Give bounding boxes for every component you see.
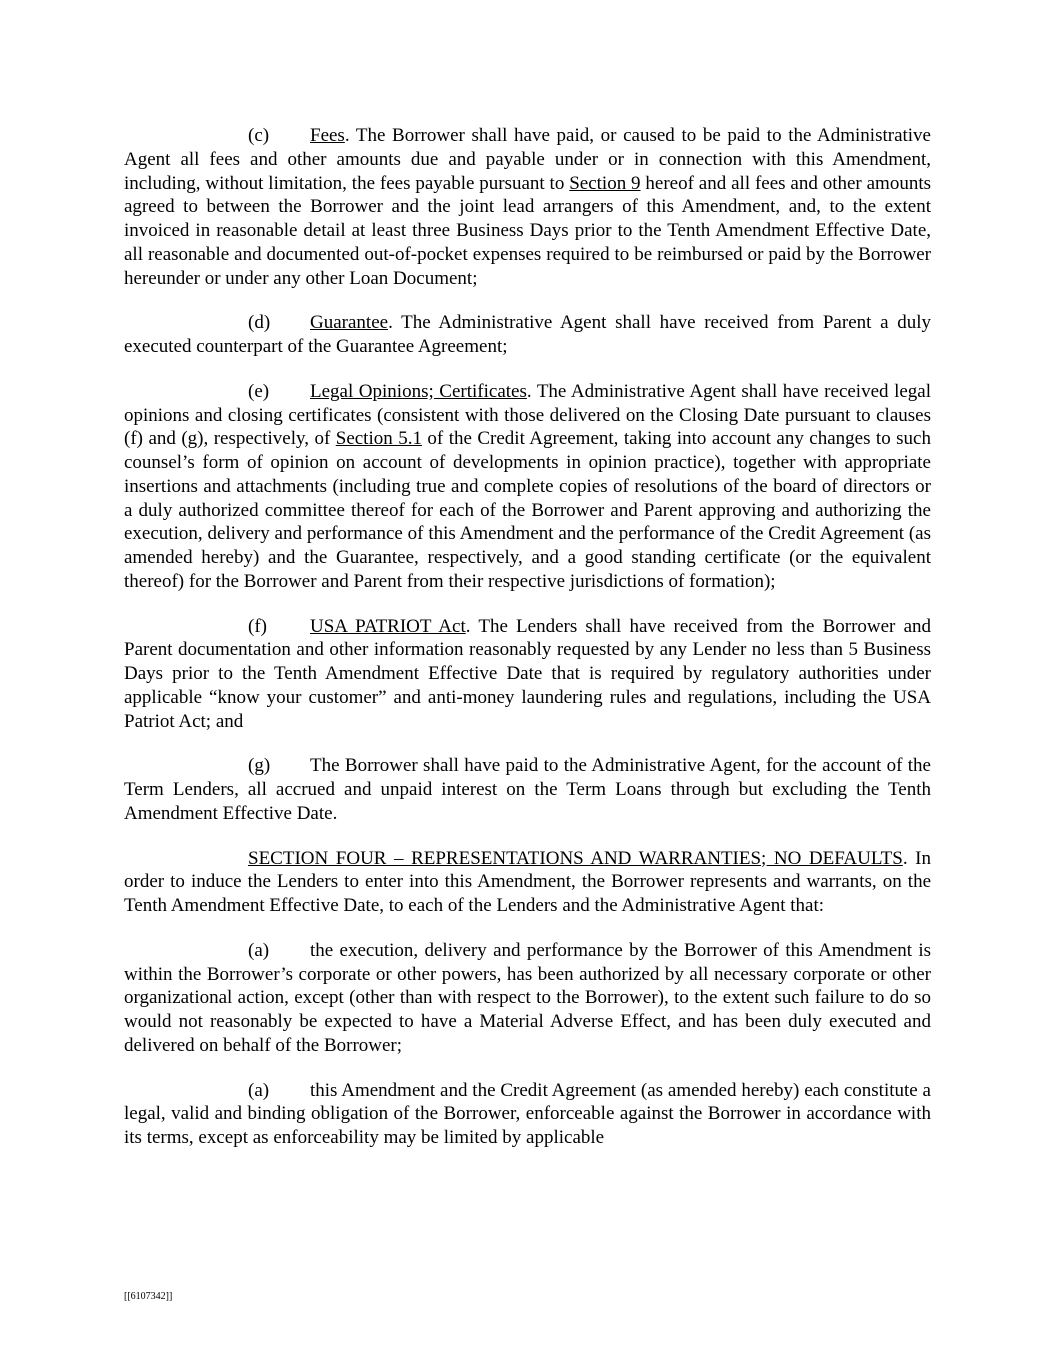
paragraph-text: of the Credit Agreement, taking into account any changes to such counsel’s form of opinion on account of developments in opinion practice), together with appropriate insertions and attachments (including true and complete copies of resolutions of the board of directors or a duly authorized committee thereof for each of the Borrower and Parent approving and authorizing the execution, delivery and performance of this Amendment and the performance of the Credit Agreement (as amended hereby) and the Guarantee, respectively, and a good standing certificate (or the equivalent thereof) for the Borrower and Parent from their respective jurisdictions of formation);	[124, 428, 931, 592]
paragraph-heading: Guarantee	[310, 312, 389, 334]
paragraph-text: hereof and all fees and other amounts agreed to between the Borrower and the joint lead arrangers of this Amendment, and, to the extent invoiced in reasonable detail at least three Business Days prior to the Tenth Amendment Effective Date, all reasonable and documented out-of-pocket expenses required to be reimbursed or paid by the Borrower hereunder or under any other Loan Document;	[124, 172, 931, 289]
section-reference: Section 9	[569, 172, 641, 194]
document-body	[124, 124, 931, 1171]
paragraph-label: (c)	[248, 125, 270, 146]
paragraph-a-binding-obligation	[124, 1079, 931, 1150]
paragraph-label: (d)	[248, 312, 271, 334]
paragraph-label: (a)	[248, 1079, 270, 1101]
paragraph-d-guarantee	[124, 311, 931, 359]
paragraph-text: this Amendment and the Credit Agreement (as amended hereby) each constitute a legal, valid and binding obligation of the Borrower, enforceable against the Borrower in accordance with its terms, except as enforceability may be limited by applicable	[124, 1079, 931, 1148]
paragraph-f-patriot-act	[124, 615, 931, 734]
section-reference: Section 5.1	[335, 428, 422, 450]
paragraph-heading: Fees	[310, 125, 345, 146]
paragraph-c-fees	[124, 124, 931, 290]
paragraph-text: . In order to induce the Lenders to enter into this Amendment, the Borrower represents and warrants, on the Tenth Amendment Effective Date, to each of the Lenders and the Administrative Agent that:	[124, 847, 931, 916]
paragraph-text: . The Lenders shall have received from the Borrower and Parent documentation and other information reasonably requested by any Lender no less than 5 Business Days prior to the Tenth Amendment Effective Date that is required by regulatory authorities under applicable “know your customer” and anti-money laundering rules and regulations, including the USA Patriot Act; and	[124, 615, 932, 732]
section-four	[124, 847, 931, 918]
paragraph-text: The Borrower shall have paid to the Administrative Agent, for the account of the Term Lenders, all accrued and unpaid interest on the Term Loans through but excluding the Tenth Amendment Effective Date.	[124, 755, 931, 824]
paragraph-heading: USA PATRIOT Act	[310, 615, 466, 637]
paragraph-text: . The Borrower shall have paid, or caused to be paid to the Administrative Agent all fees and other amounts due and payable under or in connection with this Amendment, including, without limitation, the fees payable pursuant to	[124, 125, 931, 194]
paragraph-label: (e)	[248, 380, 270, 402]
paragraph-heading: Legal Opinions; Certificates	[310, 380, 527, 402]
paragraph-label: (f)	[248, 615, 267, 637]
paragraph-label: (a)	[248, 939, 270, 961]
paragraph-e-legal-opinions	[124, 380, 931, 594]
paragraph-text: . The Administrative Agent shall have received from Parent a duly executed counterpart of the Guarantee Agreement;	[124, 312, 931, 357]
footer-document-id: [[6107342]]	[124, 1291, 173, 1302]
paragraph-label: (g)	[248, 755, 271, 777]
section-heading: SECTION FOUR – REPRESENTATIONS AND WARRANTIES; NO DEFAULTS	[248, 847, 903, 869]
paragraph-text: . The Administrative Agent shall have received legal opinions and closing certificates (consistent with those delivered on the Closing Date pursuant to clauses (f) and (g), respectively, of	[124, 380, 931, 450]
paragraph-a-execution	[124, 939, 931, 1058]
paragraph-g-interest	[124, 754, 931, 825]
paragraph-text: the execution, delivery and performance by the Borrower of this Amendment is within the Borrower’s corporate or other powers, has been authorized by all necessary corporate or other organizational action, except (other than with respect to the Borrower), to the extent such failure to do so would not reasonably be expected to have a Material Adverse Effect, and has been duly executed and delivered on behalf of the Borrower;	[124, 939, 931, 1056]
